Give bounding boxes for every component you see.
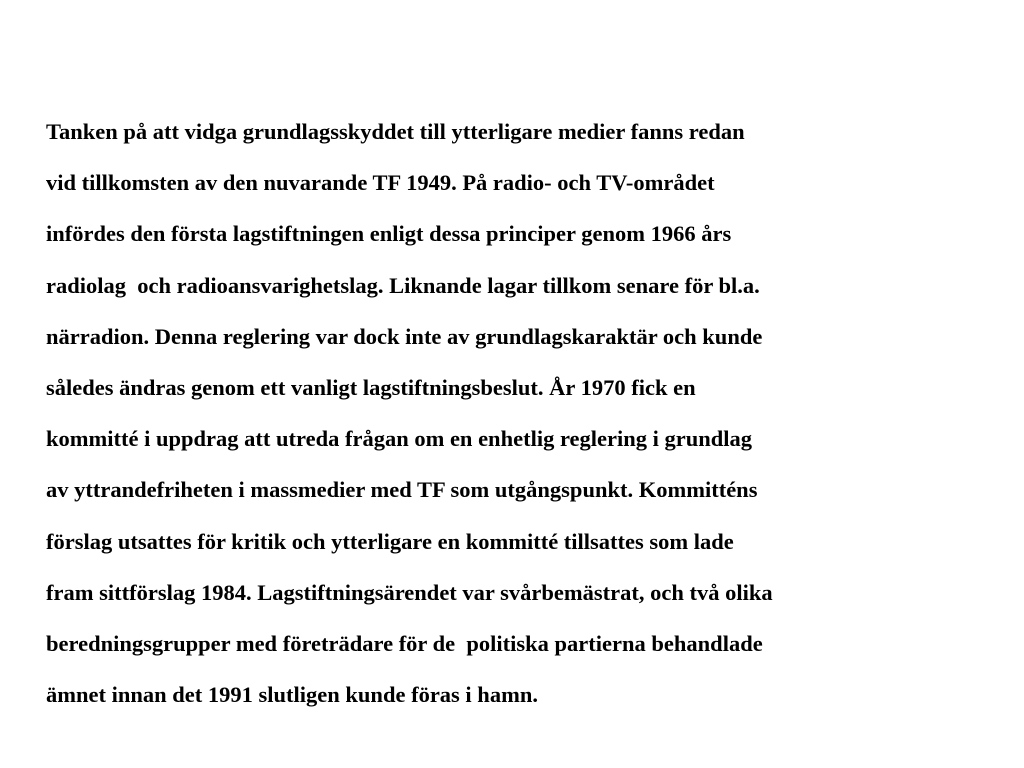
- paragraph-line: fram sittförslag 1984. Lagstiftningsärendet var svårbemästrat, och två olika: [46, 579, 773, 605]
- paragraph-line: kommitté i uppdrag att utreda frågan om en enhetlig reglering i grundlag: [46, 426, 753, 452]
- paragraph-line: Tanken på att vidga grundlagsskyddet till ytterligare medier fanns redan: [46, 119, 745, 144]
- paragraph-line: ämnet innan det 1991 slutligen kunde föras i hamn.: [46, 682, 538, 708]
- paragraph-line: av yttrandefriheten i massmedier med TF som utgångspunkt. Kommitténs: [46, 477, 758, 503]
- paragraph-line: således ändras genom ett vanligt lagstiftningsbeslut. År 1970 fick en: [46, 374, 696, 400]
- body-paragraph: [46, 106, 1006, 720]
- paragraph-line: beredningsgrupper med företrädare för de politiska partierna behandlade: [46, 630, 763, 656]
- paragraph-line: förslag utsattes för kritik och ytterligare en kommitté tillsattes som lade: [46, 528, 734, 554]
- paragraph-line: vid tillkomsten av den nuvarande TF 1949. På radio- och TV-området: [46, 170, 715, 196]
- paragraph-line: radiolag och radioansvarighetslag. Liknande lagar tillkom senare för bl.a.: [46, 272, 760, 298]
- paragraph-line: infördes den första lagstiftningen enligt dessa principer genom 1966 års: [46, 221, 732, 247]
- paragraph-line: närradion. Denna reglering var dock inte av grundlagskaraktär och kunde: [46, 323, 763, 349]
